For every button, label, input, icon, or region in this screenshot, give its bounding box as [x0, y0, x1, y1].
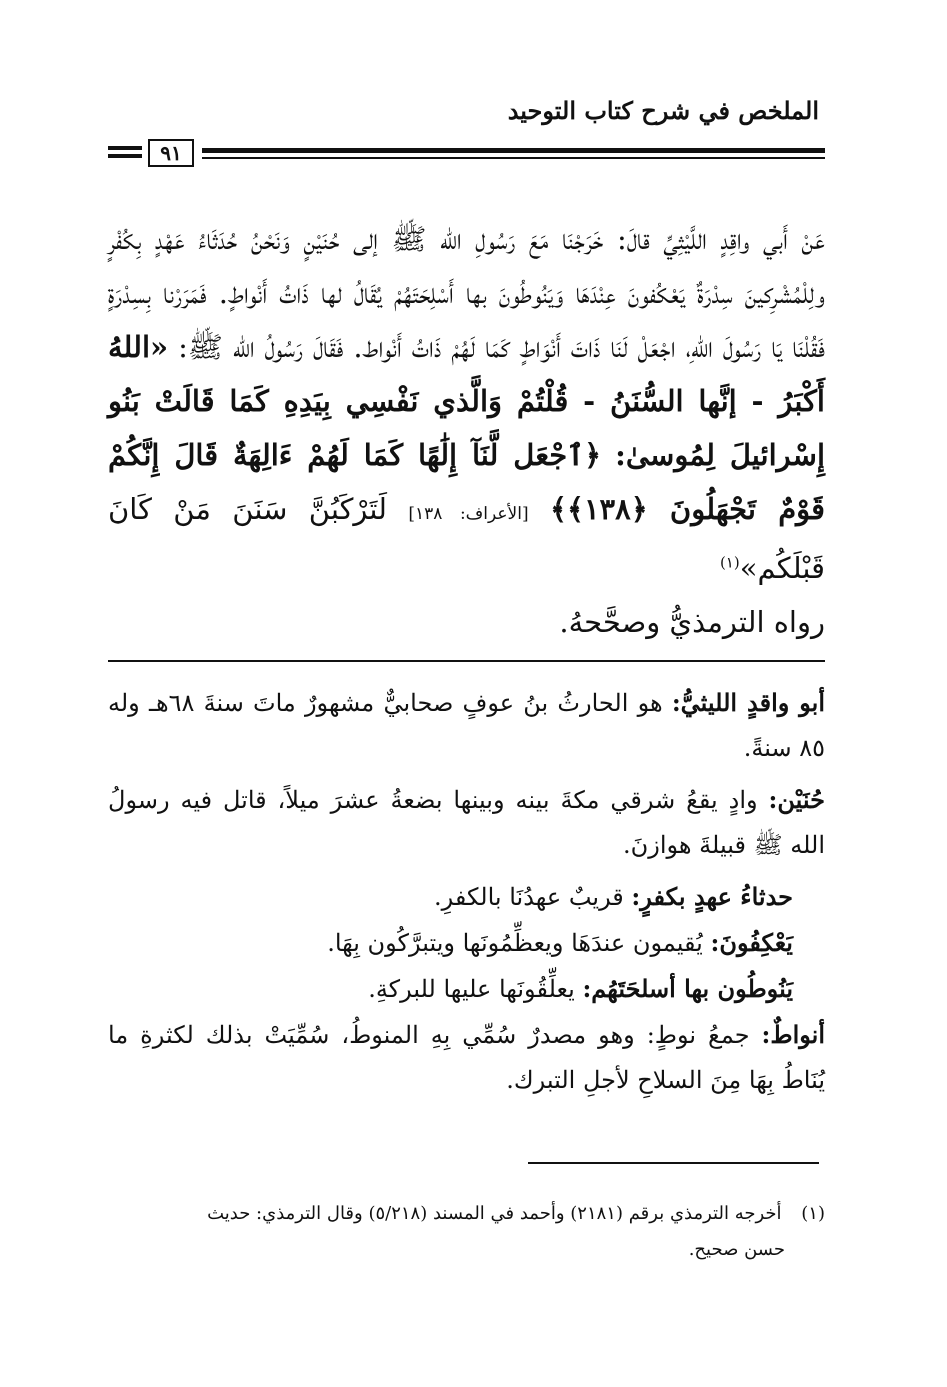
glossary-entry: [108, 966, 825, 1012]
glossary-definition: قريبٌ عهدُنَا بالكفرِ.: [434, 883, 624, 911]
glossary-definition: يعلِّقُونَها عليها للبركةِ.: [368, 975, 575, 1003]
running-title: الملخص في شرح كتاب التوحيد: [507, 96, 819, 125]
glossary-definition: هو الحارثُ بنُ عوفٍ صحابيٌّ مشهورٌ ماتَ سنةَ ٦٨هـ وله ٨٥ سنةً.: [108, 689, 825, 762]
ornament-bar: [108, 146, 142, 150]
glossary-entry: [108, 874, 825, 920]
glossary-term: يَعْكِفُونَ:: [710, 928, 793, 957]
prophet-speech-end: لَتَرْكَبُنَّ سَنَنَ مَنْ كَانَ قَبْلَكُم»: [108, 492, 825, 585]
glossary-definition: يُقيمون عندَهَا ويعظِّمُونَها ويتبرَّكُون بِهَا.: [327, 929, 703, 957]
glossary-term: حدثاءُ عهدٍ بكفرٍ:: [631, 882, 793, 911]
footnote-number: (١): [801, 1203, 825, 1224]
glossary-term: أبو واقدٍ الليثيُّ:: [671, 688, 825, 717]
glossary-term: حُنَيْن:: [768, 785, 825, 814]
hadith-grading: رواه الترمذيُّ وصحَّحهُ.: [559, 605, 825, 639]
footnote-text-continued: حسن صحيح.: [688, 1239, 785, 1260]
glossary-entry: [108, 680, 825, 771]
footnote-marker: (١): [719, 553, 740, 572]
ornament-bar: [108, 154, 142, 158]
page-number: ٩١: [148, 139, 194, 167]
header-rule-thin: [202, 157, 825, 159]
section-divider: [108, 660, 825, 662]
glossary-entry: [108, 777, 825, 868]
glossary-entry: [108, 1012, 825, 1103]
hadith-narration: عَنْ أَبي واقِدٍ اللَّيْثِيِّ قالَ: خَرَجْنَا مَعَ رَسُولِ الله ﷺ إلى حُنَيْنٍ وَنَحْنُ حُدَثَاءُ عَهْدٍ بِكُفْرٍ ولِلْمُشْرِكينَ سِدْرَةٌ يَعْكُفونَ عِنْدَهَا وَيَنُوطُونَ بها أَسْلِحَتَهُمْ يُقَالُ لها ذَاتُ أَنْواطٍ. فَمَرَرْنا بِسِدْرَةٍ فَقُلْنَا يَا رَسُولَ اللهِ، اجْعَلْ لَنَا ذَاتَ أَنْوَاطٍ كَمَا لَهُمْ ذَاتُ أَنْواط. فَقَالَ رَسُولُ الله ﷺ:: [108, 222, 826, 364]
quran-verse: ﴿ٱجْعَل لَّنَآ إِلَٰهًا كَمَا لَهُمْ ءَالِهَةٌ قَالَ إِنَّكُمْ قَوْمٌ تَجْهَلُونَ ﴿١٣٨﴾﴾: [108, 438, 826, 526]
glossary: [108, 680, 825, 1109]
prophet-speech: «اللهُ أَكْبَرُ - إنَّها السُّنَنُ - قُلْتُمْ وَالَّذي نَفْسِي بِيَدِهِ كَمَا قَالَتْ بَنُو إِسْرائيلَ لِمُوسىٰ:: [108, 330, 826, 472]
header-ornament-bars: [108, 146, 142, 162]
footnote-divider: [528, 1162, 819, 1164]
glossary-definition: وادٍ يقعُ شرقي مكةَ بينه وبينها بضعةُ عشرَ ميلاً، قاتل فيه رسولُ الله ﷺ قبيلةَ هوازنَ.: [108, 786, 825, 859]
header-rule: [202, 148, 825, 153]
hadith-paragraph: [108, 212, 825, 595]
glossary-definition: جمعُ نوطٍ: وهو مصدرٌ سُمِّي بِهِ المنوطُ، سُمِّيَتْ بذلك لكثرةِ ما يُنَاطُ بِهَا مِنَ السلاحِ لأجلِ التبرك.: [108, 1021, 825, 1094]
footnote-text: أخرجه الترمذي برقم (٢١٨١) وأحمد في المسند (٥/٢١٨) وقال الترمذي: حديث: [207, 1203, 782, 1224]
verse-reference: [الأعراف: ١٣٨]: [408, 504, 529, 524]
footnote: [108, 1196, 825, 1268]
glossary-term: أنواطٌ:: [761, 1020, 825, 1049]
glossary-term: يَنُوطُون بها أسلحَتَهُم:: [582, 974, 793, 1003]
glossary-entry: [108, 920, 825, 966]
hadith-text: [108, 212, 825, 649]
